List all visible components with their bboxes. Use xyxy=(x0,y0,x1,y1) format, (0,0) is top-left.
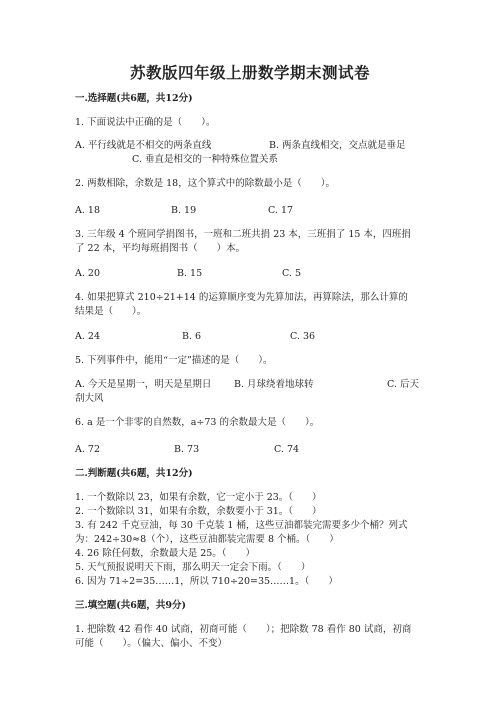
question-6-stem: 6. a 是一个非零的自然数，a÷73 的余数最大是（ ）。 xyxy=(75,417,320,428)
question-5-option-a: A. 今天是星期一，明天是星期日 xyxy=(75,379,212,390)
question-2-option-a: A. 18 xyxy=(75,205,100,216)
question-5-option-b: B. 月球绕着地球转 xyxy=(234,379,314,390)
question-4-option-c: C. 36 xyxy=(290,331,316,342)
section-heading-judge: 二.判断题(共6题，共12分) xyxy=(75,468,193,479)
question-2-option-b: B. 19 xyxy=(171,205,197,216)
judge-line-4: 为：242÷30≈8（个），这些豆油都装完需要 8 个桶。（ ） xyxy=(75,534,339,545)
question-3-option-b: B. 15 xyxy=(177,268,203,279)
question-6-option-b: B. 73 xyxy=(174,444,200,455)
question-5-option-c: C. 后天 xyxy=(387,379,419,390)
question-5-option-c-continued: 刮大风 xyxy=(75,393,104,404)
question-5-stem: 5. 下列事件中，能用“一定”描述的是（ ）。 xyxy=(75,355,273,366)
question-3-option-a: A. 20 xyxy=(75,268,100,279)
question-2-stem: 2. 两数相除，余数是 18，这个算式中的除数最小是（ ）。 xyxy=(75,178,335,189)
question-4-stem-line-1: 4. 如果把算式 210÷21+14 的运算顺序变为先算加法，再算除法，那么计算的 xyxy=(75,292,408,303)
question-1-option-b: B. 两条直线相交，交点就是垂足 xyxy=(269,140,406,151)
question-3-option-c: C. 5 xyxy=(282,268,302,279)
question-6-option-c: C. 74 xyxy=(274,444,300,455)
question-4-option-b: B. 6 xyxy=(182,331,202,342)
section-heading-choice: 一.选择题(共6题，共12分) xyxy=(75,93,193,104)
question-2-option-c: C. 17 xyxy=(268,205,294,216)
question-1-option-c: C. 垂直是相交的一种特殊位置关系 xyxy=(132,154,278,165)
judge-line-2: 2. 一个数除以 31，如果有余数，余数要小于 31。（ ） xyxy=(75,506,322,517)
judge-line-3: 3. 有 242 千克豆油，每 30 千克装 1 桶，这些豆油都装完需要多少个桶？列式 xyxy=(75,520,408,531)
page-title: 苏教版四年级上册数学期末测试卷 xyxy=(129,63,370,82)
judge-line-1: 1. 一个数除以 23，如果有余数，它一定小于 23。（ ） xyxy=(75,492,322,503)
question-4-stem-line-2: 结果是（ ）。 xyxy=(75,306,147,317)
question-6-option-a: A. 72 xyxy=(75,444,100,455)
section-heading-fill: 三.填空题(共6题，共9分) xyxy=(75,600,187,611)
fill-line-1: 1. 把除数 42 看作 40 试商，初商可能（ ）；把除数 78 看作 80 试商，初商 xyxy=(75,624,412,635)
question-3-stem-line-2: 了 22 本，平均每班捐图书（ ）本。 xyxy=(75,243,246,254)
judge-line-7: 6. 因为 71÷2=35……1，所以 710÷20=35……1。（ ） xyxy=(75,576,338,587)
question-3-stem-line-1: 3. 三年级 4 个班同学捐图书，一班和二班共捐 23 本，三班捐了 15 本，四班捐 xyxy=(75,229,411,240)
judge-line-5: 4. 26 除任何数，余数最大是 25。（ ） xyxy=(75,548,256,559)
question-1-stem: 1. 下面说法中正确的是（ ）。 xyxy=(75,117,216,128)
judge-line-6: 5. 天气预报说明天下雨，那么明天一定会下雨。（ ） xyxy=(75,562,311,573)
question-4-option-a: A. 24 xyxy=(75,331,100,342)
fill-line-2: 可能（ ）。（偏大、偏小、不变） xyxy=(75,638,228,649)
question-1-option-a: A. 平行线就是不相交的两条直线 xyxy=(75,140,212,151)
